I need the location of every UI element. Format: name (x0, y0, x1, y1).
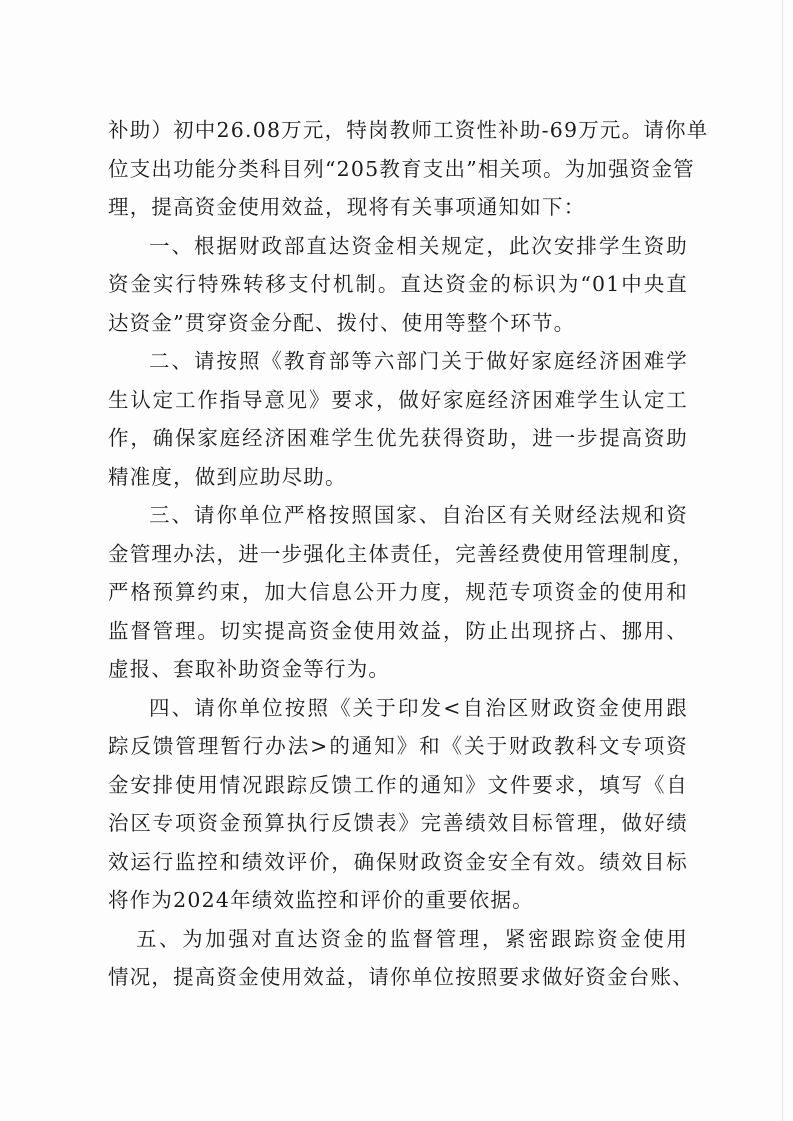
page-edge-divider (782, 0, 783, 1121)
item-four-line: 治区专项资金预算执行反馈表》完善绩效目标管理，做好绩 (108, 811, 688, 835)
item-five-line: 五、为加强对直达资金的监督管理，紧密跟踪资金使用 (136, 926, 688, 951)
item-four-line: 金安排使用情况跟踪反馈工作的通知》文件要求，填写《自 (108, 772, 688, 797)
paragraph-line: 位支出功能分类科目列“205教育支出”相关项。为加强资金管 (108, 156, 695, 181)
item-one-line: 一、根据财政部直达资金相关规定，此次安排学生资助 (149, 233, 688, 258)
item-two-line: 二、请按照《教育部等六部门关于做好家庭经济困难学 (149, 349, 688, 373)
item-five-line: 情况，提高资金使用效益，请你单位按照要求做好资金台账、 (108, 965, 694, 989)
item-four-line: 四、请你单位按照《关于印发<自治区财政资金使用跟 (149, 695, 688, 720)
item-three-line: 金管理办法，进一步强化主体责任，完善经费使用管理制度， (108, 541, 694, 566)
item-two-line: 生认定工作指导意见》要求，做好家庭经济困难学生认定工 (108, 387, 688, 412)
item-three-line: 严格预算约束，加大信息公开力度，规范专项资金的使用和 (108, 580, 688, 604)
item-four-line: 效运行监控和绩效评价，确保财政资金安全有效。绩效目标 (108, 849, 688, 874)
item-one-line: 资金实行特殊转移支付机制。直达资金的标识为“01中央直 (108, 272, 688, 296)
paragraph-line: 理，提高资金使用效益，现将有关事项通知如下： (108, 195, 586, 219)
item-three-line: 三、请你单位严格按照国家、自治区有关财经法规和资 (149, 503, 688, 527)
item-four-line: 踪反馈管理暂行办法>的通知》和《关于财政教科文专项资 (108, 734, 688, 758)
item-two-line: 作，确保家庭经济困难学生优先获得资助，进一步提高资助 (108, 426, 688, 450)
item-three-line: 监督管理。切实提高资金使用效益，防止出现挤占、挪用、 (108, 618, 688, 643)
item-one-line: 达资金”贯穿资金分配、拨付、使用等整个环节。 (108, 310, 576, 335)
item-three-line: 虚报、套取补助资金等行为。 (108, 657, 391, 681)
item-two-line: 精准度，做到应助尽助。 (108, 464, 347, 489)
document-body (108, 111, 709, 997)
paragraph-line: 补助）初中26.08万元，特岗教师工资性补助-69万元。请你单 (108, 118, 709, 142)
item-four-line: 将作为2024年绩效监控和评价的重要依据。 (108, 888, 534, 912)
